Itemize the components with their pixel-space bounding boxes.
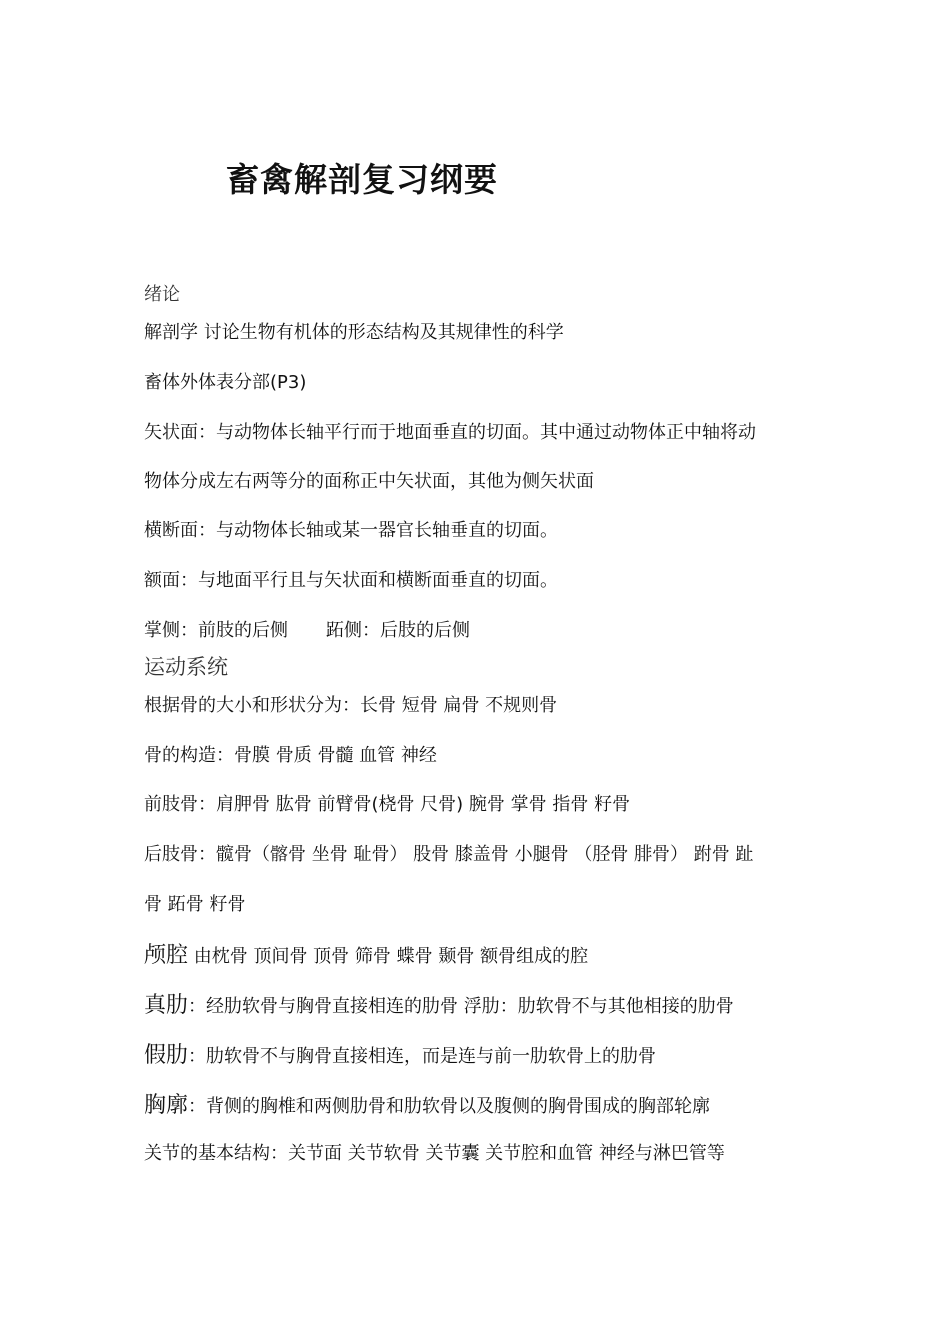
definition-thorax: ：背侧的胸椎和两侧肋骨和肋软骨以及腹侧的胸骨围成的胸部轮廓 xyxy=(188,1096,711,1117)
text-line-forelimb-bones: 前肢骨：肩胛骨 肱骨 前臂骨(桡骨 尺骨) 腕骨 掌骨 指骨 籽骨 xyxy=(144,794,631,815)
term-cranial-cavity: 颅腔 xyxy=(144,943,189,968)
definition-cranial-cavity: 由枕骨 顶间骨 顶骨 筛骨 蝶骨 颞骨 额骨组成的腔 xyxy=(188,946,589,967)
text-line-bone-structure: 骨的构造：骨膜 骨质 骨髓 血管 神经 xyxy=(144,745,437,766)
plantar-side-text: 跖侧：后肢的后侧 xyxy=(326,620,470,641)
palmar-side-text: 掌侧：前肢的后侧 xyxy=(144,620,288,641)
text-line-transverse-plane: 横断面：与动物体长轴或某一器官长轴垂直的切面。 xyxy=(144,520,558,541)
document-title: 畜禽解剖复习纲要 xyxy=(226,160,498,199)
section-heading-locomotor: 运动系统 xyxy=(144,655,228,679)
text-line-bone-classification: 根据骨的大小和形状分为：长骨 短骨 扁骨 不规则骨 xyxy=(144,695,558,716)
text-line-false-ribs xyxy=(144,1043,656,1069)
text-line-anatomy-definition: 解剖学 讨论生物有机体的形态结构及其规律性的科学 xyxy=(144,322,564,343)
term-false-ribs: 假肋 xyxy=(144,1043,189,1068)
definition-true-ribs: ：经肋软骨与胸骨直接相连的肋骨 浮肋：肋软骨不与其他相接的肋骨 xyxy=(188,996,734,1017)
text-line-frontal-plane: 额面：与地面平行且与矢状面和横断面垂直的切面。 xyxy=(144,570,558,591)
text-line-true-ribs xyxy=(144,993,734,1019)
text-line-sagittal-plane: 矢状面：与动物体长轴平行而于地面垂直的切面。其中通过动物体正中轴将动 xyxy=(144,422,756,443)
text-line-cranial-cavity xyxy=(144,943,588,969)
text-line-palmar-plantar xyxy=(144,620,470,642)
text-line-hindlimb-bones: 后肢骨：髋骨（髂骨 坐骨 耻骨） 股骨 膝盖骨 小腿骨 （胫骨 腓骨） 跗骨 趾 xyxy=(144,844,754,865)
text-line-body-regions: 畜体外体表分部(P3) xyxy=(144,372,307,393)
text-line-joint-structure: 关节的基本结构：关节面 关节软骨 关节囊 关节腔和血管 神经与淋巴管等 xyxy=(144,1143,725,1164)
text-line-sagittal-plane-cont: 物体分成左右两等分的面称正中矢状面，其他为侧矢状面 xyxy=(144,471,594,492)
text-line-hindlimb-bones-cont: 骨 跖骨 籽骨 xyxy=(144,894,246,915)
section-heading-intro: 绪论 xyxy=(144,284,180,305)
text-line-thorax xyxy=(144,1093,710,1119)
term-thorax: 胸廓 xyxy=(144,1093,189,1118)
definition-false-ribs: ：肋软骨不与胸骨直接相连，而是连与前一肋软骨上的肋骨 xyxy=(188,1046,657,1067)
term-true-ribs: 真肋 xyxy=(144,993,189,1018)
